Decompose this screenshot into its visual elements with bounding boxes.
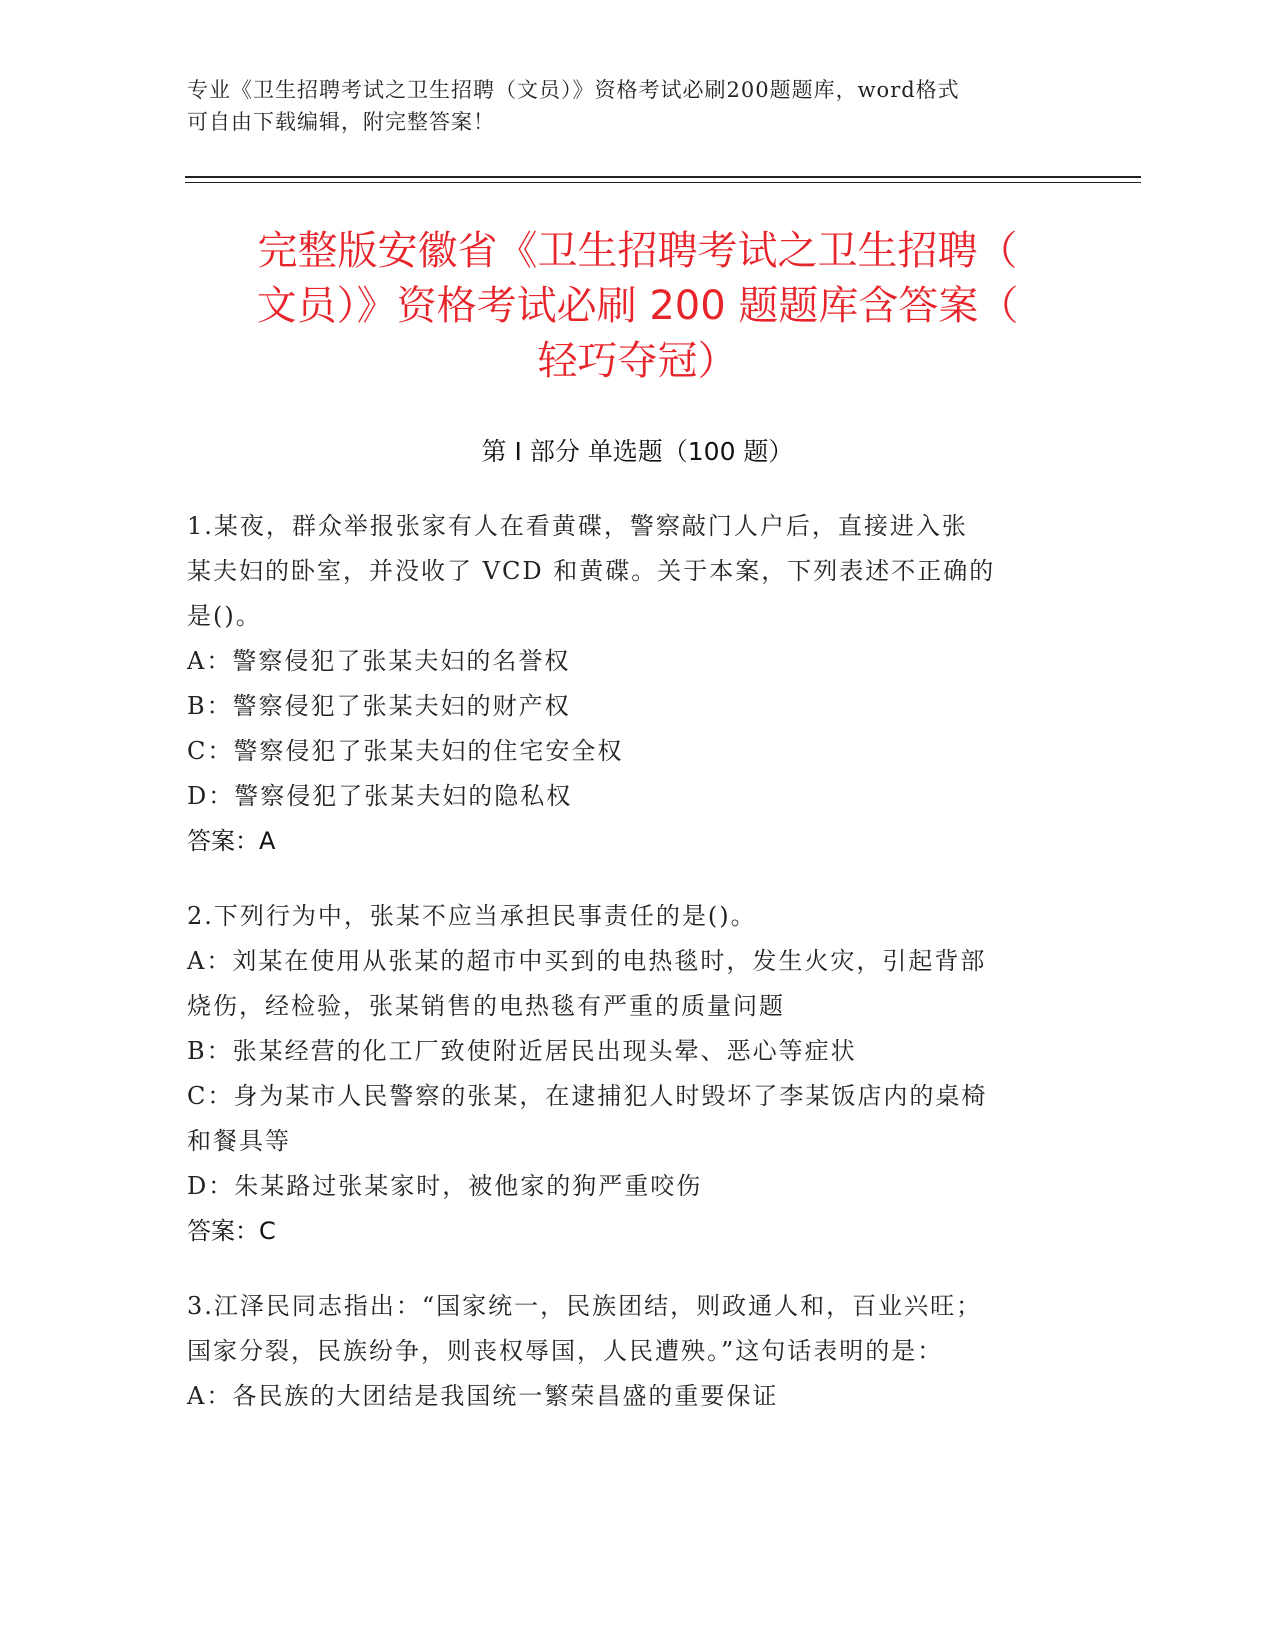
question-1-option-d: D：警察侵犯了张某夫妇的隐私权 bbox=[187, 782, 573, 810]
question-1-stem-line-1: 1.某夜，群众举报张家有人在看黄碟，警察敲门人户后，直接进入张 bbox=[187, 512, 968, 540]
question-1-answer: 答案：A bbox=[187, 827, 276, 855]
question-1 bbox=[187, 504, 1067, 864]
question-2-option-c-line-1: C：身为某市人民警察的张某，在逮捕犯人时毁坏了李某饭店内的桌椅 bbox=[187, 1082, 988, 1110]
header-rule-thin bbox=[185, 182, 1141, 183]
question-3-stem-line-2: 国家分裂，民族纷争，则丧权辱国，人民遭殃。”这句话表明的是： bbox=[187, 1337, 944, 1365]
question-2-option-b: B：张某经营的化工厂致使附近居民出现头晕、恶心等症状 bbox=[187, 1037, 857, 1065]
header-note-line-1: 专业《卫生招聘考试之卫生招聘（文员）》资格考试必刷200题题库，word格式 bbox=[187, 78, 960, 102]
document-title bbox=[160, 224, 1115, 389]
title-line-1: 完整版安徽省《卫生招聘考试之卫生招聘（ bbox=[257, 228, 1018, 274]
header-rule-thick bbox=[185, 176, 1141, 178]
question-3 bbox=[187, 1284, 1067, 1419]
header-note bbox=[187, 74, 1087, 138]
title-line-2: 文员）》资格考试必刷 200 题题库含答案（ bbox=[256, 283, 1019, 329]
question-2-option-a-line-2: 烧伤，经检验，张某销售的电热毯有严重的质量问题 bbox=[187, 992, 785, 1020]
title-line-3: 轻巧夺冠） bbox=[537, 338, 738, 384]
header-note-line-2: 可自由下载编辑，附完整答案！ bbox=[187, 110, 495, 134]
question-1-option-c: C：警察侵犯了张某夫妇的住宅安全权 bbox=[187, 737, 624, 765]
question-2-option-d: D：朱某路过张某家时，被他家的狗严重咬伤 bbox=[187, 1172, 703, 1200]
question-1-stem-line-2: 某夫妇的卧室，并没收了 VCD 和黄碟。关于本案，下列表述不正确的 bbox=[187, 557, 996, 585]
question-2 bbox=[187, 894, 1067, 1254]
question-2-option-c-line-2: 和餐具等 bbox=[187, 1127, 291, 1155]
question-2-stem-line-1: 2.下列行为中，张某不应当承担民事责任的是()。 bbox=[187, 902, 757, 930]
question-1-option-a: A：警察侵犯了张某夫妇的名誉权 bbox=[187, 647, 571, 675]
section-heading: 第 I 部分 单选题（100 题） bbox=[481, 437, 794, 466]
question-2-option-a-line-1: A：刘某在使用从张某的超市中买到的电热毯时，发生火灾，引起背部 bbox=[187, 947, 987, 975]
question-1-option-b: B：警察侵犯了张某夫妇的财产权 bbox=[187, 692, 571, 720]
question-1-stem-line-3: 是()。 bbox=[187, 602, 262, 630]
question-3-option-a: A：各民族的大团结是我国统一繁荣昌盛的重要保证 bbox=[187, 1382, 779, 1410]
question-2-answer: 答案：C bbox=[187, 1217, 276, 1245]
question-3-stem-line-1: 3.江泽民同志指出：“国家统一，民族团结，则政通人和，百业兴旺； bbox=[187, 1292, 983, 1320]
